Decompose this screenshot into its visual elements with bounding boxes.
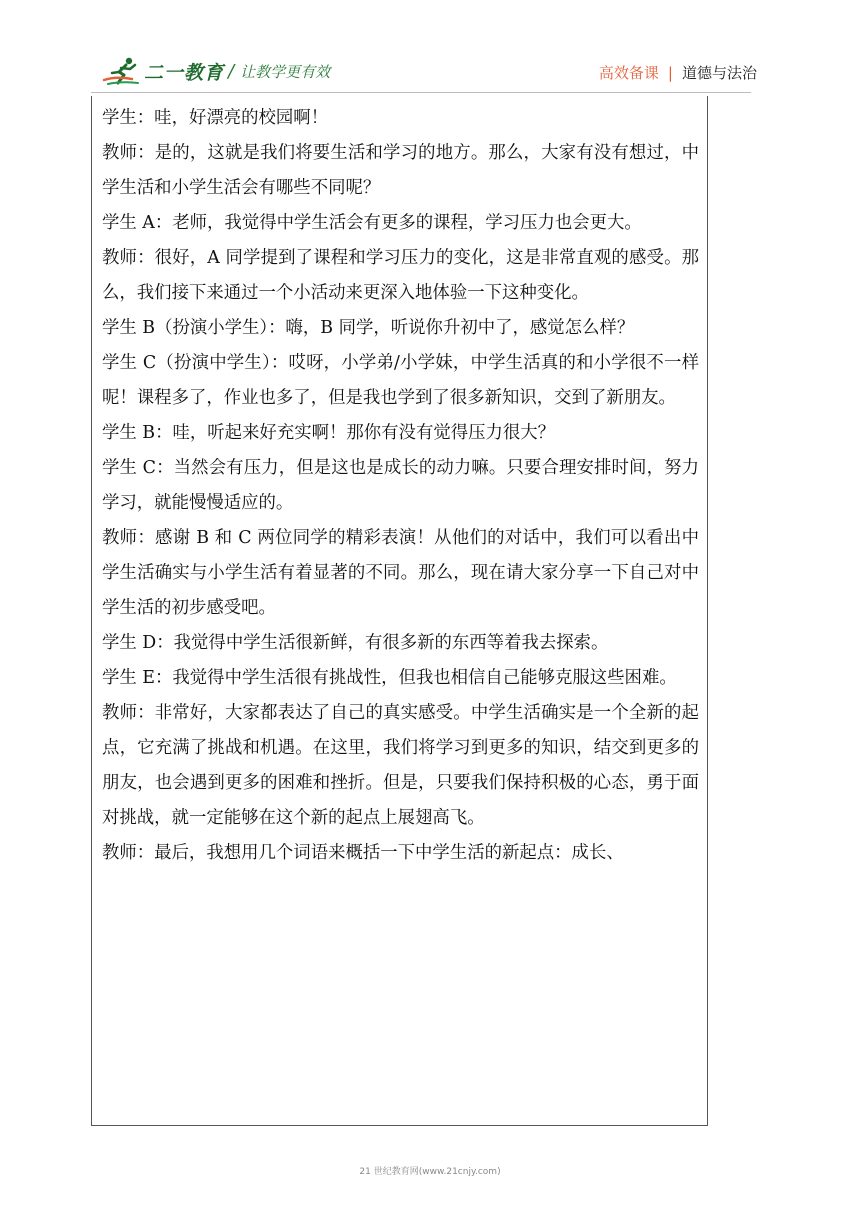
slogan-divider: / [228,60,235,82]
header-tag: 高效备课 [598,64,659,82]
paragraph: 教师：是的，这就是我们将要生活和学习的地方。那么，大家有没有想过，中学生活和小学生活会有哪些不同呢？ [102,143,699,198]
paragraph: 教师：很好，A 同学提到了课程和学习压力的变化，这是非常直观的感受。那么，我们接下来通过一个小活动来更深入地体验一下这种变化。 [102,248,699,303]
paragraph: 教师：最后，我想用几个词语来概括一下中学生活的新起点：成长、 [102,843,624,863]
paragraph: 学生 C（扮演中学生）：哎呀，小学弟/小学妹，中学生活真的和小学很不一样呢！课程多了，作业也多了，但是我也学到了很多新知识，交到了新朋友。 [102,353,699,408]
paragraph: 教师：非常好，大家都表达了自己的真实感受。中学生活确实是一个全新的起点，它充满了挑战和机遇。在这里，我们将学习到更多的知识，结交到更多的朋友，也会遇到更多的困难和挫折。但是，只要我们保持积极的心态，勇于面对挑战，就一定能够在这个新的起点上展翅高飞。 [102,703,699,828]
paragraph: 教师：感谢 B 和 C 两位同学的精彩表演！从他们的对话中，我们可以看出中学生活确实与小学生活有着显著的不同。那么，现在请大家分享一下自己对中学生活的初步感受吧。 [102,528,699,618]
header-divider [91,92,751,93]
dialogue-text [92,96,707,871]
brand-slogan: 让教学更有效 [240,62,331,81]
paragraph: 学生 C：当然会有压力，但是这也是成长的动力嘛。只要合理安排时间，努力学习，就能慢慢适应的。 [102,458,699,513]
paragraph: 学生：哇，好漂亮的校园啊！ [102,108,329,128]
brand-name: 二一教育 [144,61,225,84]
runner-logo-icon [102,56,142,86]
header-subject: 道德与法治 [681,64,757,82]
header-meta [599,62,757,83]
header-separator: | [667,63,673,82]
paragraph: 学生 D：我觉得中学生活很新鲜，有很多新的东西等着我去探索。 [102,633,609,653]
logo [102,56,330,86]
paragraph: 学生 A：老师，我觉得中学生活会有更多的课程，学习压力也会更大。 [102,213,642,233]
paragraph: 学生 B（扮演小学生）：嗨，B 同学，听说你升初中了，感觉怎么样？ [102,318,635,338]
page-header [0,0,860,96]
paragraph: 学生 E：我觉得中学生活很有挑战性，但我也相信自己能够克服这些困难。 [102,668,677,688]
page-footer: 21 世纪教育网(www.21cnjy.com) [359,1167,501,1177]
paragraph: 学生 B：哇，听起来好充实啊！那你有没有觉得压力很大？ [102,423,556,443]
content-table-cell [91,96,708,1126]
